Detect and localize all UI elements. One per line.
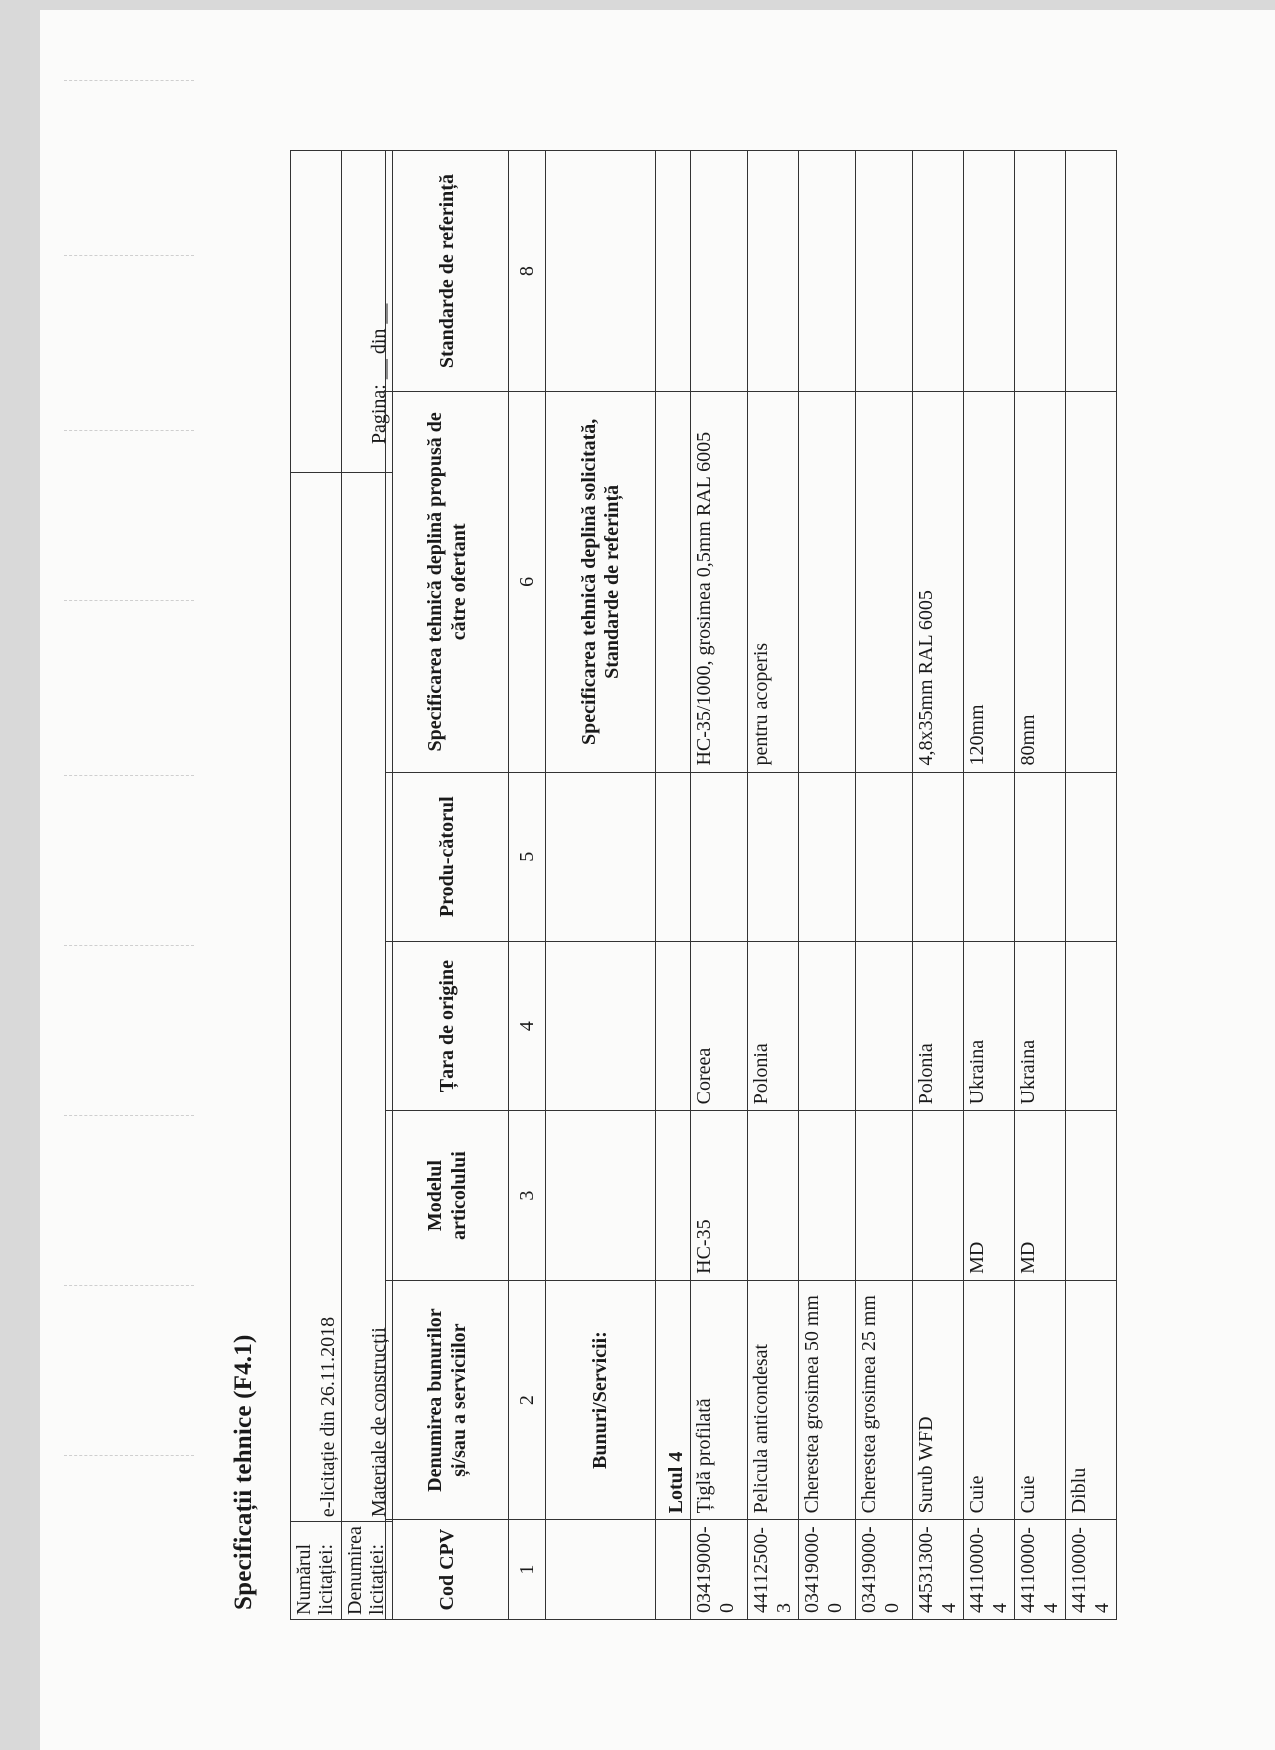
table-cell — [656, 941, 691, 1110]
column-number: 1 — [509, 1520, 546, 1620]
item-standard — [691, 151, 748, 392]
table-row — [856, 151, 913, 1620]
item-spec — [856, 392, 913, 772]
col-header-model: Modelul articolului — [386, 1111, 509, 1281]
item-model: HC-35 — [691, 1111, 748, 1281]
item-spec: 120mm — [964, 392, 1015, 772]
item-spec: 4,8x35mm RAL 6005 — [913, 392, 964, 772]
column-number: 5 — [509, 772, 546, 941]
table-cell — [656, 392, 691, 772]
cpv-code: 03419000-0 — [691, 1520, 748, 1620]
item-producer — [913, 772, 964, 941]
column-number: 3 — [509, 1111, 546, 1281]
table-cell — [546, 941, 656, 1110]
goods-spec-header: Specificarea tehnică deplină solicitată, Standarde de referință — [546, 392, 656, 772]
col-header-producer: Produ-cătorul — [386, 772, 509, 941]
cpv-code: 44110000-4 — [1015, 1520, 1066, 1620]
col-header-name: Denumirea bunurilor și/sau a serviciilor — [386, 1280, 509, 1519]
rotated-content — [200, 150, 1120, 1620]
item-spec — [799, 392, 856, 772]
table-cell — [656, 1111, 691, 1281]
item-country — [856, 941, 913, 1110]
item-standard — [913, 151, 964, 392]
item-country: Ukraina — [964, 941, 1015, 1110]
item-country: Ukraina — [1015, 941, 1066, 1110]
item-standard — [1015, 151, 1066, 392]
cpv-code: 03419000-0 — [856, 1520, 913, 1620]
scan-mark — [64, 775, 194, 777]
item-spec: 80mm — [1015, 392, 1066, 772]
table-cell — [656, 1520, 691, 1620]
goods-section-row — [546, 151, 656, 1620]
table-row — [964, 151, 1015, 1620]
col-header-country: Țara de origine — [386, 941, 509, 1110]
item-spec: pentru acoperis — [748, 392, 799, 772]
document-title: Specificații tehnice (F4.1) — [230, 1334, 257, 1610]
item-country: Polonia — [913, 941, 964, 1110]
item-country — [1066, 941, 1117, 1110]
table-cell — [546, 1520, 656, 1620]
scan-mark — [64, 430, 194, 432]
tender-number-row — [291, 151, 342, 1620]
table-row — [1015, 151, 1066, 1620]
table-row — [1066, 151, 1117, 1620]
item-spec — [1066, 392, 1117, 772]
cpv-code: 03419000-0 — [799, 1520, 856, 1620]
lot-label: Lotul 4 — [656, 1280, 691, 1519]
goods-label: Bunuri/Servicii: — [546, 1280, 656, 1519]
scan-mark — [64, 600, 194, 602]
tender-name-label: Denumirea licitației: — [342, 1522, 393, 1620]
item-model — [748, 1111, 799, 1281]
cpv-code: 44112500-3 — [748, 1520, 799, 1620]
table-row — [748, 151, 799, 1620]
column-number-row — [509, 151, 546, 1620]
item-producer — [799, 772, 856, 941]
item-model — [913, 1111, 964, 1281]
item-name: Cherestea grosimea 25 mm — [856, 1280, 913, 1519]
cpv-code: 44110000-4 — [1066, 1520, 1117, 1620]
item-name: Cuie — [1015, 1280, 1066, 1519]
scan-mark — [64, 80, 194, 82]
table-cell — [656, 772, 691, 941]
item-producer — [964, 772, 1015, 941]
table-row — [691, 151, 748, 1620]
item-standard — [748, 151, 799, 392]
item-name: Țiglă profilată — [691, 1280, 748, 1519]
column-number: 2 — [509, 1280, 546, 1519]
item-country — [799, 941, 856, 1110]
item-model — [856, 1111, 913, 1281]
scan-mark — [64, 255, 194, 257]
item-name: Pelicula anticondesat — [748, 1280, 799, 1519]
table-row — [913, 151, 964, 1620]
item-name: Diblu — [1066, 1280, 1117, 1519]
tender-number-extra — [291, 151, 342, 473]
table-cell — [546, 1111, 656, 1281]
item-producer — [1015, 772, 1066, 941]
scan-mark — [64, 945, 194, 947]
item-model: MD — [1015, 1111, 1066, 1281]
item-country: Polonia — [748, 941, 799, 1110]
item-standard — [964, 151, 1015, 392]
column-number: 6 — [509, 392, 546, 772]
column-number: 8 — [509, 151, 546, 392]
tender-name-value: Materiale de construcții — [342, 473, 393, 1522]
item-name: Cuie — [964, 1280, 1015, 1519]
table-cell — [656, 151, 691, 392]
col-header-spec: Specificarea tehnică deplină propusă de către ofertant — [386, 392, 509, 772]
item-model: MD — [964, 1111, 1015, 1281]
tender-info-table — [290, 150, 393, 1620]
page-indicator: Pagina: __ din __ — [342, 151, 393, 473]
scan-mark — [64, 1285, 194, 1287]
item-model — [799, 1111, 856, 1281]
table-cell — [546, 151, 656, 392]
header-row — [386, 151, 509, 1620]
item-producer — [1066, 772, 1117, 941]
technical-spec-table — [385, 150, 1117, 1620]
table-cell — [546, 772, 656, 941]
item-producer — [748, 772, 799, 941]
item-producer — [691, 772, 748, 941]
table-row — [799, 151, 856, 1620]
item-name: Surub WFD — [913, 1280, 964, 1519]
item-standard — [799, 151, 856, 392]
item-standard — [856, 151, 913, 392]
cpv-code: 44531300-4 — [913, 1520, 964, 1620]
item-producer — [856, 772, 913, 941]
item-model — [1066, 1111, 1117, 1281]
item-name: Cherestea grosimea 50 mm — [799, 1280, 856, 1519]
item-spec: HC-35/1000, grosimea 0,5mm RAL 6005 — [691, 392, 748, 772]
item-country: Coreea — [691, 941, 748, 1110]
col-header-standards: Standarde de referință — [386, 151, 509, 392]
column-number: 4 — [509, 941, 546, 1110]
item-standard — [1066, 151, 1117, 392]
tender-number-value: e-licitație din 26.11.2018 — [291, 473, 342, 1522]
col-header-cpv: Cod CPV — [386, 1520, 509, 1620]
tender-number-label: Numărul licitației: — [291, 1522, 342, 1620]
lot-row — [656, 151, 691, 1620]
scan-mark — [64, 1455, 194, 1457]
scan-mark — [64, 1115, 194, 1117]
cpv-code: 44110000-4 — [964, 1520, 1015, 1620]
